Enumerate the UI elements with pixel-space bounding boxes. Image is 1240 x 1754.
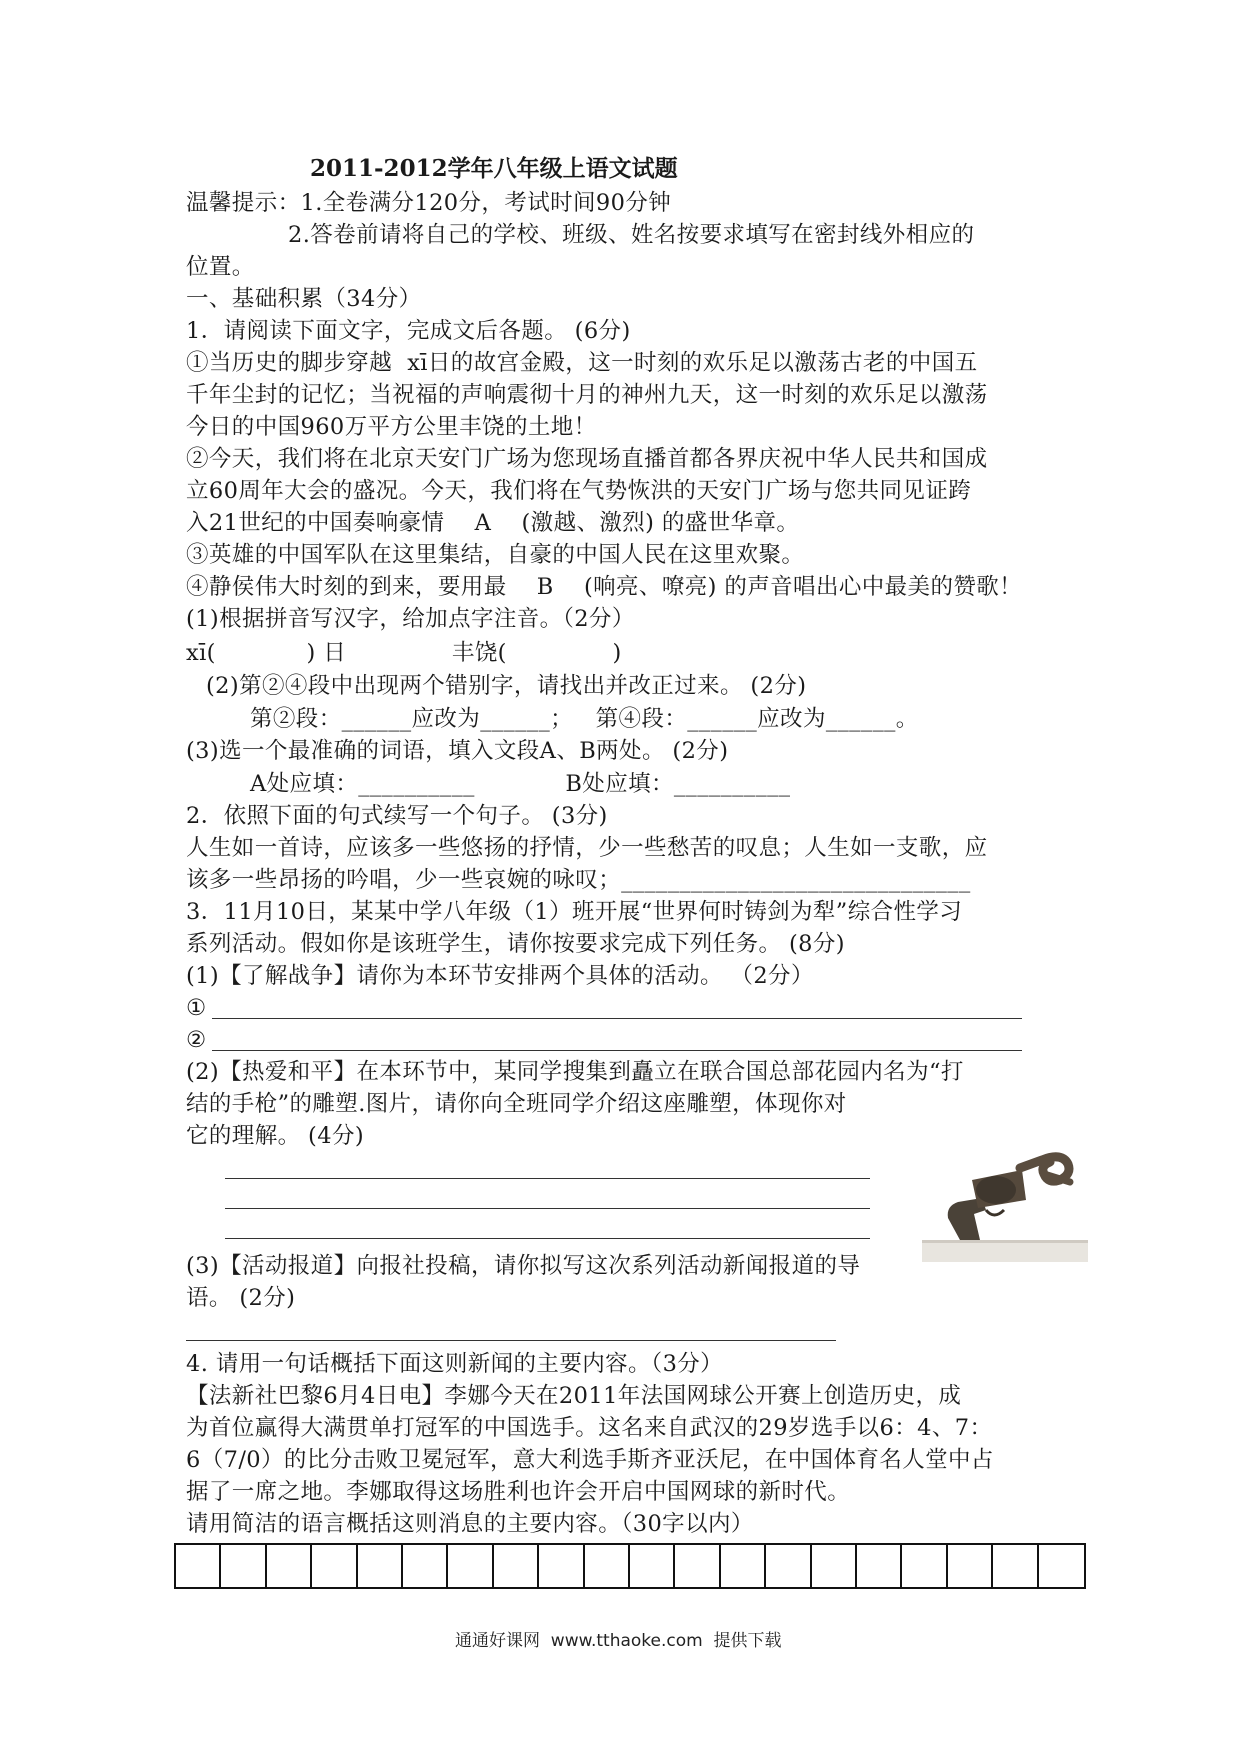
answer-grid-cell[interactable] bbox=[403, 1545, 448, 1587]
section-heading: 一、基础积累（34分） bbox=[186, 286, 422, 312]
answer-grid-cell[interactable] bbox=[993, 1545, 1038, 1587]
knotted-gun-sculpture-image bbox=[922, 1140, 1090, 1268]
answer-grid-cell[interactable] bbox=[312, 1545, 357, 1587]
passage-p2-line: 立60周年大会的盛况。今天，我们将在气势恢洪的天安门广场与您共同见证跨 bbox=[186, 478, 972, 504]
question-3-sub-3-line: (3)【活动报道】向报社投稿，请你拟写这次系列活动新闻报道的导 bbox=[186, 1253, 861, 1279]
tips-line-3: 位置。 bbox=[186, 254, 255, 280]
tips-line-1: 温馨提示：1.全卷满分120分，考试时间90分钟 bbox=[186, 190, 672, 216]
answer-grid-cell[interactable] bbox=[585, 1545, 630, 1587]
news-line: 6（7/0）的比分击败卫冕冠军，意大利选手斯齐亚沃尼，在中国体育名人堂中占 bbox=[186, 1447, 994, 1473]
question-2-line: 人生如一首诗，应该多一些悠扬的抒情，少一些愁苦的叹息；人生如一支歌，应 bbox=[186, 835, 988, 861]
answer-line[interactable] bbox=[225, 1178, 870, 1179]
answer-grid-cell[interactable] bbox=[1039, 1545, 1084, 1587]
question-1-sub-3: (3)选一个最准确的词语，填入文段A、B两处。 (2分) bbox=[186, 738, 729, 764]
answer-grid-cell[interactable] bbox=[812, 1545, 857, 1587]
answer-grid-cell[interactable] bbox=[267, 1545, 312, 1587]
news-line: 据了一席之地。李娜取得这场胜利也许会开启中国网球的新时代。 bbox=[186, 1479, 851, 1505]
passage-p1-line: 今日的中国960万平方公里丰饶的土地！ bbox=[186, 414, 597, 440]
question-3-line: 3．11月10日，某某中学八年级（1）班开展“世界何时铸剑为犁”综合性学习 bbox=[186, 899, 963, 925]
passage-p2-line: 入21世纪的中国奏响豪情 A (激越、激烈) 的盛世华章。 bbox=[186, 510, 800, 536]
question-1-sub-3-answer[interactable]: A处应填：__________ B处应填：__________ bbox=[250, 771, 791, 797]
question-3-sub-1: (1)【了解战争】请你为本环节安排两个具体的活动。 （2分） bbox=[186, 963, 814, 989]
question-1-stem: 1．请阅读下面文字，完成文后各题。 (6分) bbox=[186, 318, 631, 344]
answer-marker-2: ② bbox=[186, 1027, 207, 1053]
trigger-guard bbox=[986, 1210, 1004, 1215]
answer-line[interactable] bbox=[212, 1050, 1022, 1051]
page-title: 2011-2012学年八年级上语文试题 bbox=[310, 155, 678, 182]
answer-grid-cell[interactable] bbox=[902, 1545, 947, 1587]
question-1-sub-2: (2)第②④段中出现两个错别字，请找出并改正过来。 (2分) bbox=[206, 673, 807, 699]
answer-grid-cell[interactable] bbox=[630, 1545, 675, 1587]
question-4-instruction: 请用简洁的语言概括这则消息的主要内容。（30字以内） bbox=[186, 1511, 754, 1537]
answer-grid-cell[interactable] bbox=[539, 1545, 584, 1587]
question-1-sub-1: (1)根据拼音写汉字，给加点字注音。（2分） bbox=[186, 606, 635, 632]
news-line: 为首位赢得大满贯单打冠军的中国选手。这名来自武汉的29岁选手以6：4、7： bbox=[186, 1415, 993, 1441]
answer-line[interactable] bbox=[225, 1208, 870, 1209]
passage-p4: ④静侯伟大时刻的到来，要用最 B (响亮、嘹亮) 的声音唱出心中最美的赞歌！ bbox=[186, 574, 1023, 600]
passage-p1-line: ①当历史的脚步穿越 xī日的故宫金殿，这一时刻的欢乐足以激荡古老的中国五 bbox=[186, 350, 978, 376]
answer-grid-cell[interactable] bbox=[675, 1545, 720, 1587]
answer-grid-cell[interactable] bbox=[221, 1545, 266, 1587]
question-3-line: 系列活动。假如你是该班学生，请你按要求完成下列任务。 (8分) bbox=[186, 931, 845, 957]
answer-grid-cell[interactable] bbox=[948, 1545, 993, 1587]
answer-grid-cell[interactable] bbox=[176, 1545, 221, 1587]
question-3-sub-3-line: 语。 (2分) bbox=[186, 1285, 296, 1311]
question-4-stem: 4. 请用一句话概括下面这则新闻的主要内容。（3分） bbox=[186, 1351, 724, 1377]
answer-line[interactable] bbox=[212, 1018, 1022, 1019]
answer-line[interactable] bbox=[186, 1340, 836, 1341]
passage-p1-line: 千年尘封的记忆；当祝福的声响震彻十月的神州九天，这一时刻的欢乐足以激荡 bbox=[186, 382, 988, 408]
answer-grid-cell[interactable] bbox=[448, 1545, 493, 1587]
pedestal-edge bbox=[922, 1240, 1088, 1243]
passage-p3: ③英雄的中国军队在这里集结，自豪的中国人民在这里欢聚。 bbox=[186, 542, 805, 568]
answer-line[interactable] bbox=[225, 1238, 870, 1239]
question-1-sub-2-answer[interactable]: 第②段：______应改为______； 第④段：______应改为______。 bbox=[250, 706, 919, 732]
tips-line-2: 2.答卷前请将自己的学校、班级、姓名按要求填写在密封线外相应的 bbox=[288, 222, 975, 248]
question-3-sub-2-line: (2)【热爱和平】在本环节中，某同学搜集到矗立在联合国总部花园内名为“打 bbox=[186, 1059, 964, 1085]
question-1-sub-1-answer[interactable]: xī( ) 日 丰饶( ) bbox=[186, 640, 622, 666]
news-line: 【法新社巴黎6月4日电】李娜今天在2011年法国网球公开赛上创造历史，成 bbox=[186, 1383, 962, 1409]
gun-cylinder bbox=[976, 1176, 1016, 1204]
question-3-sub-2-line: 它的理解。 (4分) bbox=[186, 1123, 365, 1149]
answer-grid-cell[interactable] bbox=[721, 1545, 766, 1587]
answer-grid[interactable] bbox=[174, 1543, 1086, 1589]
answer-marker-1: ① bbox=[186, 995, 207, 1021]
footer-credit: 通通好课网 www.tthaoke.com 提供下载 bbox=[455, 1631, 782, 1651]
answer-grid-cell[interactable] bbox=[766, 1545, 811, 1587]
pedestal bbox=[922, 1240, 1088, 1262]
question-2-line[interactable]: 该多一些昂扬的吟唱，少一些哀婉的咏叹；______________________________ bbox=[186, 867, 971, 893]
answer-grid-cell[interactable] bbox=[857, 1545, 902, 1587]
question-3-sub-2-line: 结的手枪”的雕塑.图片，请你向全班同学介绍这座雕塑，体现你对 bbox=[186, 1091, 847, 1117]
answer-grid-cell[interactable] bbox=[494, 1545, 539, 1587]
answer-grid-cell[interactable] bbox=[358, 1545, 403, 1587]
question-2-stem: 2．依照下面的句式续写一个句子。 (3分) bbox=[186, 803, 608, 829]
passage-p2-line: ②今天，我们将在北京天安门广场为您现场直播首都各界庆祝中华人民共和国成 bbox=[186, 446, 988, 472]
